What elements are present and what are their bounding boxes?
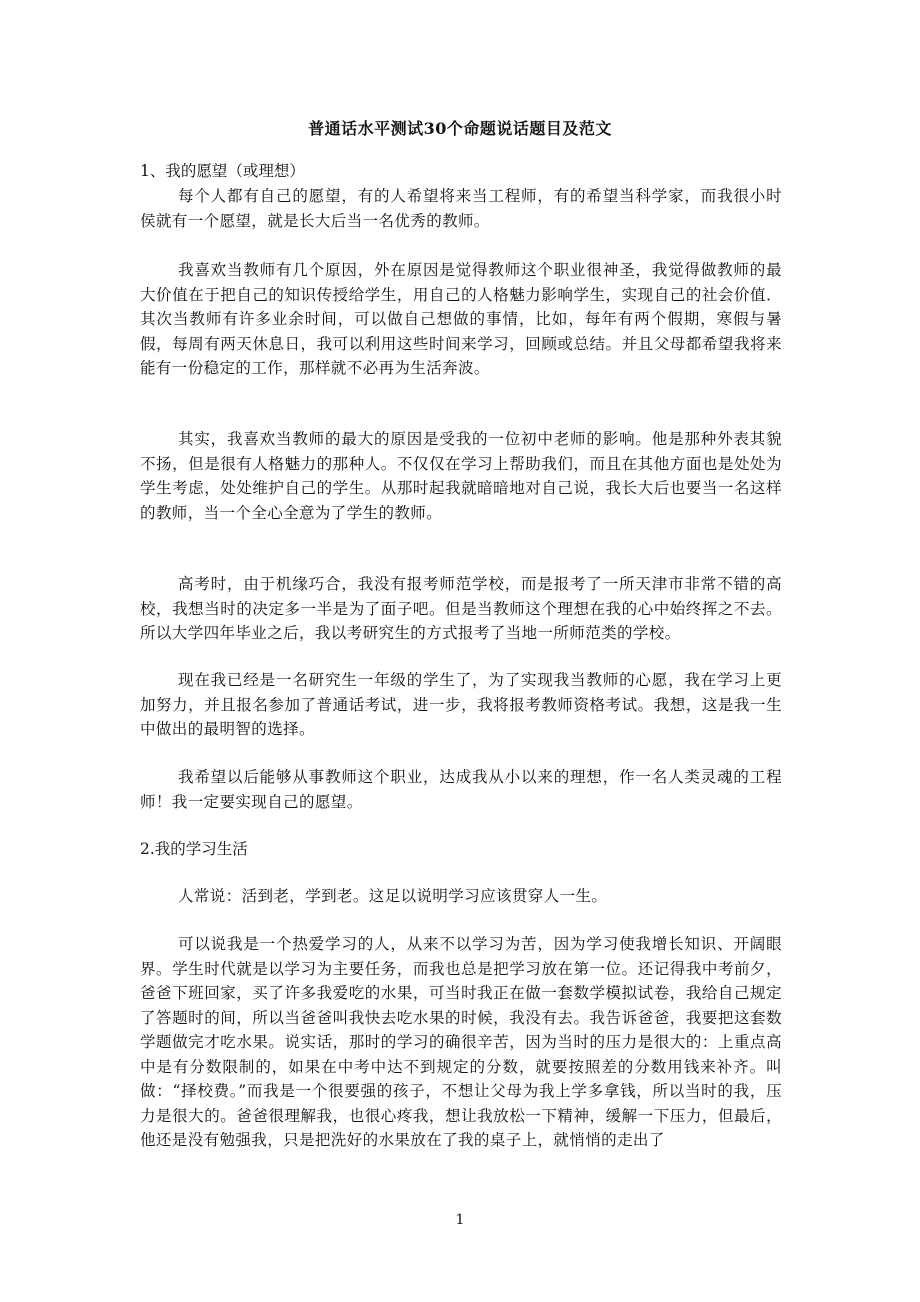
paragraph: 高考时，由于机缘巧合，我没有报考师范学校，而是报考了一所天津市非常不错的高校，我想当时的决定多一半是为了面子吧。但是当教师这个理想在我的心中始终挥之不去。所以大学四年毕业之后，我以考研究生的方式报考了当地一所师范类的学校。 [140,575,782,642]
paragraph: 现在我已经是一名研究生一年级的学生了，为了实现我当教师的心愿，我在学习上更加努力，并且报名参加了普通话考试，进一步，我将报考教师资格考试。我想，这是我一生中做出的最明智的选择。 [140,671,782,738]
section-heading: 1、我的愿望（或理想） [140,162,305,180]
section-heading: 2.我的学习生活 [140,840,248,858]
page-number: 1 [455,1212,465,1228]
paragraph: 每个人都有自己的愿望，有的人希望将来当工程师，有的希望当科学家，而我很小时侯就有一个愿望，就是长大后当一名优秀的教师。 [140,187,782,230]
paragraph: 我希望以后能够从事教师这个职业，达成我从小以来的理想，作一名人类灵魂的工程师！我一定要实现自己的愿望。 [140,768,782,811]
paragraph: 我喜欢当教师有几个原因，外在原因是觉得教师这个职业很神圣，我觉得做教师的最大价值在于把自己的知识传授给学生，用自己的人格魅力影响学生，实现自己的社会价值．其次当教师有许多业余时间，可以做自己想做的事情，比如，每年有两个假期，寒假与暑假，每周有两天休息日，我可以利用这些时间来学习，回顾或总结。并且父母都希望我将来能有一份稳定的工作，那样就不必再为生活奔波。 [140,261,782,377]
paragraph: 人常说：活到老，学到老。这足以说明学习应该贯穿人一生。 [178,887,608,905]
paragraph: 其实，我喜欢当教师的最大的原因是受我的一位初中老师的影响。他是那种外表其貌不扬，但是很有人格魅力的那种人。不仅仅在学习上帮助我们，而且在其他方面也是处处为学生考虑，处处维护自己的学生。从那时起我就暗暗地对自己说，我长大后也要当一名这样的教师，当一个全心全意为了学生的教师。 [140,430,782,522]
document-title: 普通话水平测试30个命题说话题目及范文 [308,119,612,138]
paragraph: 可以说我是一个热爱学习的人，从来不以学习为苦，因为学习使我增长知识、开阔眼界。学生时代就是以学习为主要任务，而我也总是把学习放在第一位。还记得我中考前夕，爸爸下班回家，买了许多我爱吃的水果，可当时我正在做一套数学模拟试卷，我给自己规定了答题时的间，所以当爸爸叫我快去吃水果的时候，我没有去。我告诉爸爸，我要把这套数学题做完才吃水果。说实话，那时的学习的确很辛苦，因为当时的压力是很大的：上重点高中是有分数限制的，如果在中考中达不到规定的分数，就要按照差的分数用钱来补齐。叫做：“择校费。”而我是一个很要强的孩子，不想让父母为我上学多拿钱，所以当时的我，压力是很大的。爸爸很理解我，也很心疼我，想让我放松一下精神，缓解一下压力，但最后，他还是没有勉强我，只是把洗好的水果放在了我的桌子上，就悄悄的走出了 [140,935,782,1149]
